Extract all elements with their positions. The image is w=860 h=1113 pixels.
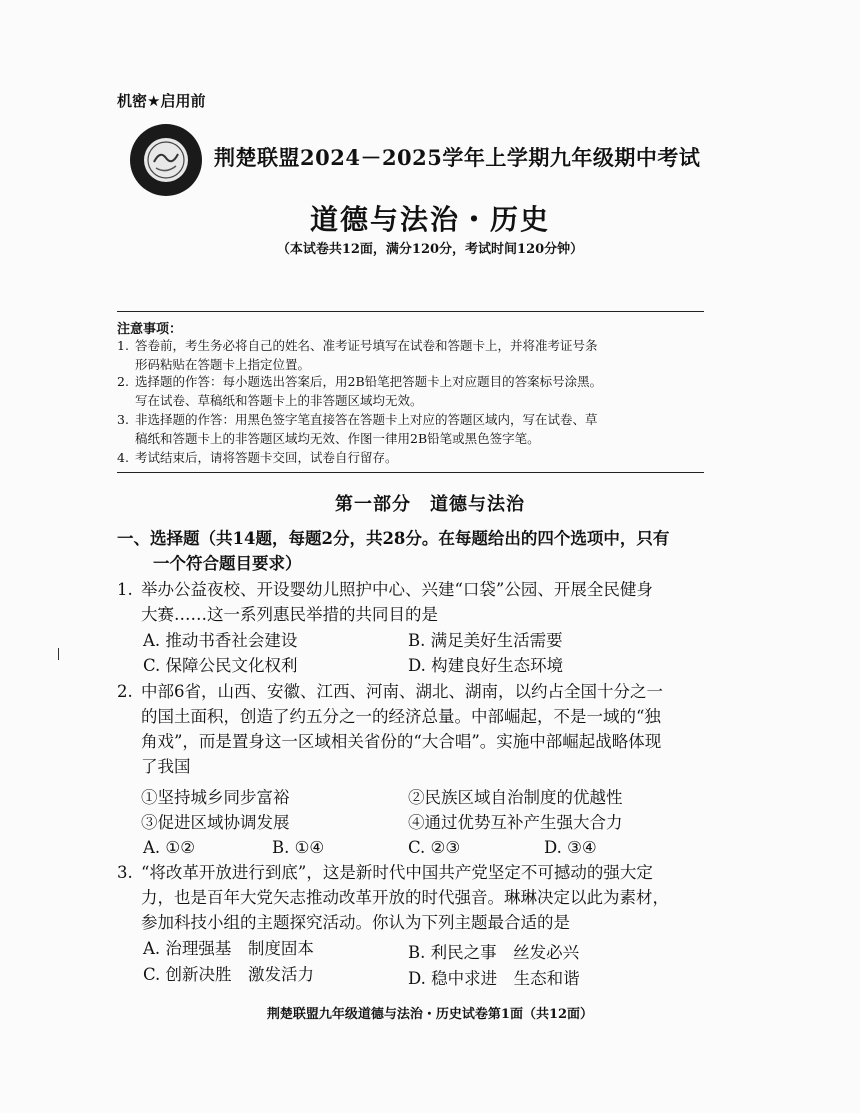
- part-title: 第一部分 道德与法治: [335, 494, 525, 515]
- note-number: 4.: [117, 450, 129, 465]
- q1-option-c: C. 保障公民文化权利: [143, 656, 298, 675]
- question-2: [117, 679, 717, 779]
- section-heading: [117, 526, 717, 576]
- page-footer: 荆楚联盟九年级道德与法治・历史试卷第1面（共12面）: [266, 1007, 594, 1022]
- q3-option-b: B. 利民之事 丝发必兴: [408, 943, 580, 962]
- note-item: [117, 372, 717, 410]
- q2-option-d: D. ③④: [544, 838, 597, 857]
- scan-mark: [58, 648, 59, 660]
- note-line: 稿纸和答题卡上的非答题区域均无效、作图一律用2B铅笔或黑色签字笔。: [135, 431, 540, 446]
- section-line: 一、选择题（共14题，每题2分，共28分。在每题给出的四个选项中，只有: [117, 529, 670, 548]
- section-line: 一个符合题目要求）: [153, 554, 302, 573]
- question-number: 1.: [117, 580, 133, 599]
- q2-item-1: ①坚持城乡同步富裕: [141, 788, 290, 807]
- q3-option-a: A. 治理强基 制度固本: [143, 939, 314, 958]
- question-line: 了我国: [141, 757, 191, 776]
- note-item: [117, 448, 717, 467]
- q1-option-a: A. 推动书香社会建设: [143, 631, 298, 650]
- note-line: 非选择题的作答：用黑色签字笔直接答在答题卡上对应的答题区域内，写在试卷、草: [135, 412, 598, 427]
- exam-title: 荆楚联盟2024－2025学年上学期九年级期中考试: [214, 145, 701, 170]
- note-line: 形码粘贴在答题卡上指定位置。: [135, 357, 311, 372]
- note-item: [117, 410, 717, 448]
- question-line: 举办公益夜校、开设婴幼儿照护中心、兴建“口袋”公园、开展全民健身: [141, 580, 653, 599]
- note-line: 答卷前，考生务必将自己的姓名、准考证号填写在试卷和答题卡上，并将准考证号条: [135, 338, 598, 353]
- note-number: 2.: [117, 374, 129, 389]
- q1-option-d: D. 构建良好生态环境: [408, 656, 564, 675]
- question-line: 大赛……这一系列惠民举措的共同目的是: [141, 605, 438, 624]
- divider-bottom: [117, 472, 704, 473]
- question-3: [117, 860, 717, 935]
- note-number: 3.: [117, 412, 129, 427]
- question-number: 3.: [117, 863, 133, 882]
- q1-option-b: B. 满足美好生活需要: [408, 631, 563, 650]
- exam-info: （本试卷共12面，满分120分，考试时间120分钟）: [276, 242, 584, 257]
- union-logo: [128, 122, 204, 198]
- question-line: 参加科技小组的主题探究活动。你认为下列主题最合适的是: [141, 913, 570, 932]
- question-line: 角戏”，而是置身这一区域相关省份的“大合唱”。实施中部崛起战略体现: [141, 732, 662, 751]
- note-line: 考试结束后，请将答题卡交回，试卷自行留存。: [135, 450, 398, 465]
- q2-option-c: C. ②③: [408, 838, 461, 857]
- q2-option-a: A. ①②: [143, 838, 195, 857]
- divider-top: [117, 311, 704, 312]
- note-line: 选择题的作答：每小题选出答案后，用2B铅笔把答题卡上对应题目的答案标号涂黑。: [135, 374, 603, 389]
- secret-mark: 机密★启用前: [117, 92, 206, 110]
- q2-option-b: B. ①④: [272, 838, 325, 857]
- notes-title: 注意事项：: [117, 322, 183, 337]
- question-line: “将改革开放进行到底”，这是新时代中国共产党坚定不可撼动的强大定: [141, 863, 653, 882]
- subject-title: 道德与法治・历史: [309, 203, 550, 236]
- note-item: [117, 336, 717, 374]
- q3-option-c: C. 创新决胜 激发活力: [143, 965, 315, 984]
- question-line: 的国土面积，创造了约五分之一的经济总量。中部崛起，不是一域的“独: [141, 707, 661, 726]
- q3-option-d: D. 稳中求进 生态和谐: [408, 969, 580, 988]
- q2-item-4: ④通过优势互补产生强大合力: [408, 813, 623, 832]
- question-1: [117, 577, 717, 627]
- note-number: 1.: [117, 338, 129, 353]
- question-line: 中部6省，山西、安徽、江西、河南、湖北、湖南，以约占全国十分之一: [141, 682, 663, 701]
- question-number: 2.: [117, 682, 133, 701]
- q2-item-3: ③促进区域协调发展: [141, 813, 290, 832]
- q2-item-2: ②民族区域自治制度的优越性: [408, 788, 623, 807]
- note-line: 写在试卷、草稿纸和答题卡上的非答题区域均无效。: [135, 393, 423, 408]
- question-line: 力，也是百年大党矢志推动改革开放的时代强音。琳琳决定以此为素材，: [141, 888, 669, 907]
